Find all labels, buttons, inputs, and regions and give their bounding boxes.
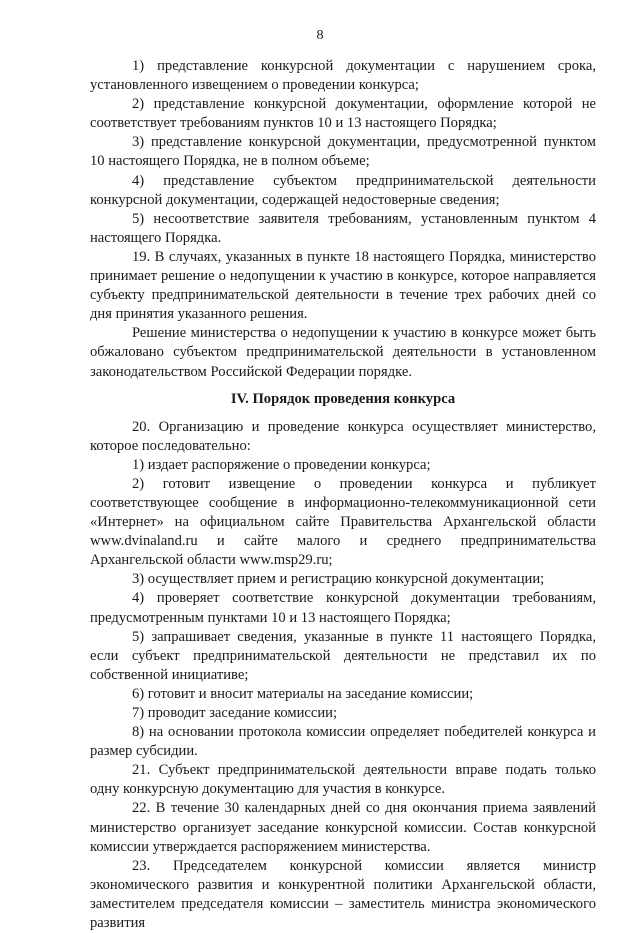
list-item-step-3: 3) осуществляет прием и регистрацию конкурсной документации; (132, 571, 545, 588)
clause-19-appeal: Решение министерства о недопущении к участию в конкурсе может быть обжаловано субъектом предпринимательской деятельности в установленном законодательством Российской Федерации порядке. (90, 325, 596, 380)
page-number: 8 (316, 28, 324, 43)
list-item-violation-1: 1) представление конкурсной документации с нарушением срока, установленного извещением о проведении конкурса; (90, 58, 596, 94)
clause-20: 20. Организацию и проведение конкурса осуществляет министерство, которое последовательно: (90, 418, 596, 454)
list-item-violation-2: 2) представление конкурсной документации, оформление которой не соответствует требованиям пунктов 10 и 13 настоящего Порядка; (90, 96, 596, 132)
document-body (90, 57, 596, 933)
clause-19: 19. В случаях, указанных в пункте 18 настоящего Порядка, министерство принимает решение о недопущении к участию в конкурсе, которое направляется субъекту предпринимательской деятельности в течение трех рабочих дней со дня принятия указанного решения. (90, 248, 596, 323)
list-item-step-8: 8) на основании протокола комиссии определяет победителей конкурса и размер субсидии. (90, 724, 596, 760)
clause-23: 23. Председателем конкурсной комиссии является министр экономического развития и конкурентной политики Архангельской области, заместителем председателя комиссии – заместитель министра экономического развития (90, 857, 596, 932)
list-item-step-1: 1) издает распоряжение о проведении конкурса; (132, 456, 431, 473)
list-item-violation-3: 3) представление конкурсной документации, предусмотренной пунктом 10 настоящего Порядка, не в полном объеме; (90, 134, 596, 170)
list-item-step-6: 6) готовит и вносит материалы на заседание комиссии; (132, 685, 474, 702)
clause-22: 22. В течение 30 календарных дней со дня окончания приема заявлений министерство организует заседание конкурсной комиссии. Состав конкурсной комиссии утверждается распоряжением министерства. (90, 800, 596, 855)
list-item-step-7: 7) проводит заседание комиссии; (132, 705, 338, 721)
clause-21: 21. Субъект предпринимательской деятельности вправе подать только одну конкурсную документацию для участия в конкурсе. (90, 762, 596, 798)
list-item-step-2: 2) готовит извещение о проведении конкурса и публикует соответствующее сообщение в информационно-телекоммуникационной сети «Интернет» на официальном сайте Правительства Архангельской области www.dvinaland.ru и сайте малого и среднего предпринимательства Архангельской области www.msp29.ru; (90, 475, 596, 569)
list-item-violation-4: 4) представление субъектом предпринимательской деятельности конкурсной документации, содержащей недостоверные сведения; (90, 172, 596, 208)
list-item-violation-5: 5) несоответствие заявителя требованиям, установленным пунктом 4 настоящего Порядка. (90, 210, 596, 246)
list-item-step-5: 5) запрашивает сведения, указанные в пункте 11 настоящего Порядка, если субъект предпринимательской деятельности не представил их по собственной инициативе; (90, 628, 596, 683)
section-heading: IV. Порядок проведения конкурса (230, 390, 456, 407)
list-item-step-4: 4) проверяет соответствие конкурсной документации требованиям, предусмотренным пунктами 10 и 13 настоящего Порядка; (90, 590, 596, 626)
